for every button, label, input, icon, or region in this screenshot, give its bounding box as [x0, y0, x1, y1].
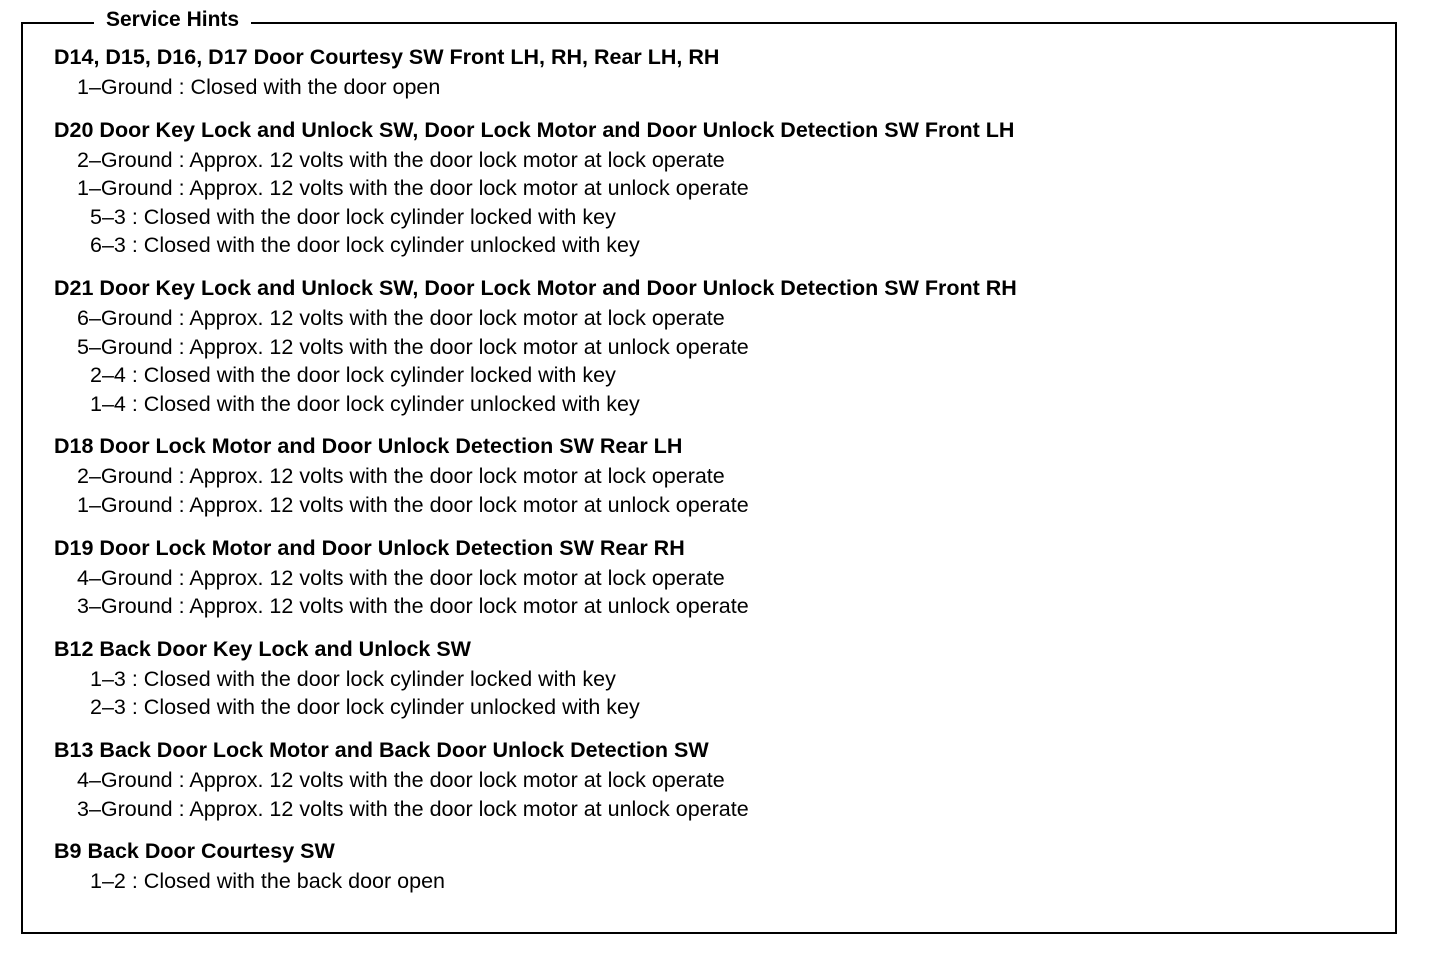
section-heading: B12 Back Door Key Lock and Unlock SW [54, 636, 471, 661]
section-heading: B13 Back Door Lock Motor and Back Door Unlock Detection SW [54, 737, 709, 762]
section-b12 [54, 633, 1384, 722]
section-d19 [54, 532, 1384, 621]
hint-line: 2–3 : Closed with the door lock cylinder unlocked with key [90, 695, 640, 720]
hint-line: 4–Ground : Approx. 12 volts with the door lock motor at lock operate [77, 565, 725, 590]
section-d21 [54, 272, 1384, 418]
hint-line: 2–Ground : Approx. 12 volts with the door lock motor at lock operate [77, 464, 725, 489]
section-heading: D20 Door Key Lock and Unlock SW, Door Lock Motor and Door Unlock Detection SW Front LH [54, 117, 1015, 142]
hint-line: 5–3 : Closed with the door lock cylinder locked with key [90, 204, 616, 229]
hint-line: 6–3 : Closed with the door lock cylinder unlocked with key [90, 233, 640, 258]
section-heading: D21 Door Key Lock and Unlock SW, Door Lock Motor and Door Unlock Detection SW Front RH [54, 275, 1017, 300]
section-heading: D14, D15, D16, D17 Door Courtesy SW Front LH, RH, Rear LH, RH [54, 45, 720, 69]
hint-line: 2–Ground : Approx. 12 volts with the door lock motor at lock operate [77, 147, 725, 172]
section-b9 [54, 835, 1384, 896]
section-heading: D18 Door Lock Motor and Door Unlock Detection SW Rear LH [54, 434, 683, 459]
hint-line: 1–Ground : Approx. 12 volts with the door lock motor at unlock operate [77, 492, 749, 517]
section-d14-d17 [54, 41, 1384, 102]
section-heading: B9 Back Door Courtesy SW [54, 839, 335, 864]
hint-line: 1–4 : Closed with the door lock cylinder unlocked with key [90, 391, 640, 416]
hint-line: 6–Ground : Approx. 12 volts with the door lock motor at lock operate [77, 305, 725, 330]
section-d20 [54, 114, 1384, 260]
section-b13 [54, 734, 1384, 823]
hint-line: 2–4 : Closed with the door lock cylinder locked with key [90, 363, 616, 388]
hint-line: 1–3 : Closed with the door lock cylinder locked with key [90, 666, 616, 691]
service-hints-list [54, 41, 1384, 908]
section-heading: D19 Door Lock Motor and Door Unlock Detection SW Rear RH [54, 535, 685, 560]
hint-line: 4–Ground : Approx. 12 volts with the door lock motor at lock operate [77, 767, 725, 792]
service-hints-title: Service Hints [94, 7, 251, 33]
section-d18 [54, 430, 1384, 519]
hint-line: 5–Ground : Approx. 12 volts with the door lock motor at unlock operate [77, 334, 749, 359]
hint-line: 1–Ground : Closed with the door open [77, 75, 441, 99]
hint-line: 3–Ground : Approx. 12 volts with the door lock motor at unlock operate [77, 796, 749, 821]
hint-line: 3–Ground : Approx. 12 volts with the door lock motor at unlock operate [77, 594, 749, 619]
hint-line: 1–Ground : Approx. 12 volts with the door lock motor at unlock operate [77, 176, 749, 201]
hint-line: 1–2 : Closed with the back door open [90, 869, 445, 894]
